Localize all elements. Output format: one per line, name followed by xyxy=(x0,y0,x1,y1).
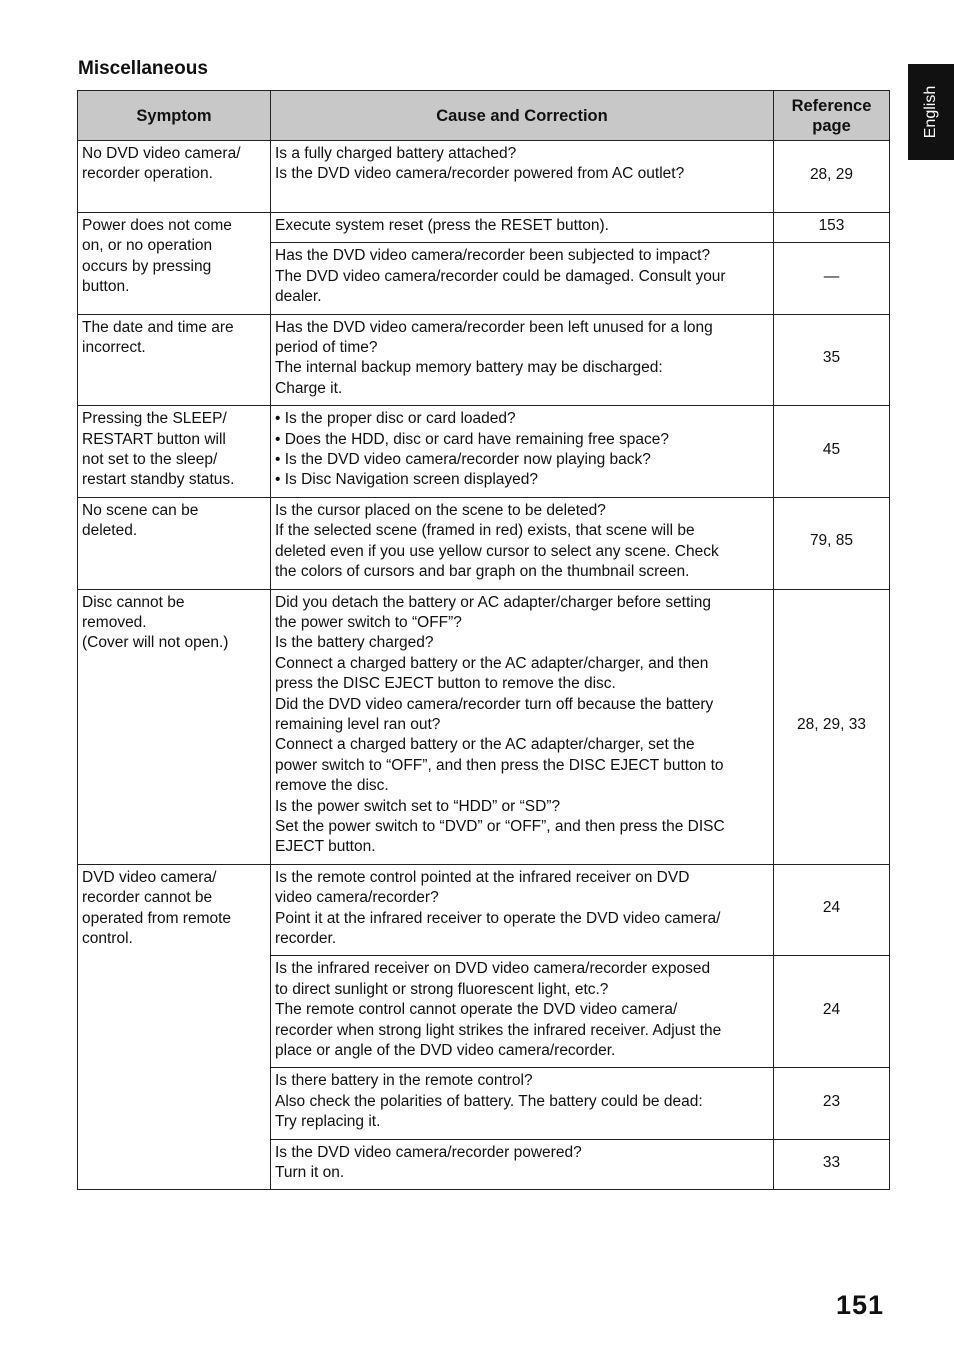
cause-line: recorder. xyxy=(275,930,337,947)
reference-cell: 24 xyxy=(774,956,890,1068)
cause-line: Turn it on. xyxy=(275,1164,345,1182)
symptom-line: incorrect. xyxy=(82,339,146,357)
cause-line: Is the cursor placed on the scene to be deleted? xyxy=(275,501,606,519)
symptom-cell xyxy=(78,589,271,864)
header-reference: Reference page xyxy=(774,91,890,141)
symptom-line: button. xyxy=(82,278,130,296)
cause-cell xyxy=(271,1068,774,1139)
cause-line: Has the DVD video camera/recorder been subjected to impact? xyxy=(275,247,711,265)
symptom-line: removed. xyxy=(82,613,147,631)
cause-line: deleted even if you use yellow cursor to select any scene. Check xyxy=(275,542,719,560)
symptom-line: The date and time are xyxy=(82,318,234,336)
cause-line: place or angle of the DVD video camera/recorder. xyxy=(275,1042,616,1060)
symptom-line: recorder operation. xyxy=(82,165,213,183)
cause-line: The DVD video camera/recorder could be damaged. Consult your xyxy=(275,267,726,285)
cause-line: the colors of cursors and bar graph on the thumbnail screen. xyxy=(275,563,690,581)
page-number: 151 xyxy=(836,1290,885,1320)
cause-line: Did the DVD video camera/recorder turn off because the battery xyxy=(275,695,714,713)
symptom-line: control. xyxy=(82,930,133,947)
cause-line: Connect a charged battery or the AC adapter/charger, and then xyxy=(275,654,709,672)
cause-line: Is the DVD video camera/recorder powered? xyxy=(275,1143,582,1161)
cause-line: Is there battery in the remote control? xyxy=(275,1072,533,1090)
table-row xyxy=(78,314,890,406)
cause-line: Charge it. xyxy=(275,379,343,397)
reference-cell: 45 xyxy=(774,406,890,498)
symptom-line: Disc cannot be xyxy=(82,593,185,611)
cause-line: Is the remote control pointed at the infrared receiver on DVD xyxy=(275,868,690,886)
reference-cell: 153 xyxy=(774,213,890,243)
reference-cell: 28, 29, 33 xyxy=(774,589,890,864)
cause-line: Is the power switch set to “HDD” or “SD”? xyxy=(275,797,561,815)
cause-line: remove the disc. xyxy=(275,777,389,795)
cause-line: If the selected scene (framed in red) exists, that scene will be xyxy=(275,522,695,540)
cause-line: Try replacing it. xyxy=(275,1113,381,1131)
cause-line: period of time? xyxy=(275,339,378,357)
symptom-line: occurs by pressing xyxy=(82,257,212,275)
cause-line: Set the power switch to “DVD” or “OFF”, and then press the DISC xyxy=(275,817,725,835)
cause-line: Is a fully charged battery attached? xyxy=(275,145,517,162)
symptom-line: not set to the sleep/ xyxy=(82,451,218,469)
language-tab xyxy=(908,64,954,160)
cause-cell xyxy=(271,956,774,1068)
reference-cell: 23 xyxy=(774,1068,890,1139)
cause-line: EJECT button. xyxy=(275,838,376,856)
cause-cell xyxy=(271,243,774,314)
troubleshooting-table xyxy=(77,90,890,1190)
cause-line: Point it at the infrared receiver to operate the DVD video camera/ xyxy=(275,909,721,927)
cause-cell xyxy=(271,141,774,213)
symptom-line: on, or no operation xyxy=(82,237,213,255)
symptom-line: No scene can be xyxy=(82,501,199,519)
symptom-line: deleted. xyxy=(82,522,138,540)
symptom-line: Pressing the SLEEP/ xyxy=(82,410,227,428)
symptom-line: RESTART button will xyxy=(82,430,226,448)
reference-cell: 35 xyxy=(774,314,890,406)
symptom-cell xyxy=(78,314,271,406)
cause-cell xyxy=(271,1139,774,1190)
reference-cell: 28, 29 xyxy=(774,141,890,213)
section-title: Miscellaneous xyxy=(78,58,208,79)
symptom-line: Power does not come xyxy=(82,217,232,234)
symptom-line: DVD video camera/ xyxy=(82,868,217,886)
reference-cell: — xyxy=(774,243,890,314)
table-row xyxy=(78,213,890,243)
symptom-line: recorder cannot be xyxy=(82,889,213,907)
cause-line: remaining level ran out? xyxy=(275,715,441,733)
symptom-cell xyxy=(78,141,271,213)
table-row xyxy=(78,406,890,498)
symptom-cell xyxy=(78,213,271,315)
cause-line: Also check the polarities of battery. The battery could be dead: xyxy=(275,1092,703,1110)
cause-cell xyxy=(271,589,774,864)
symptom-line: No DVD video camera/ xyxy=(82,145,241,162)
table-row xyxy=(78,864,890,956)
bullet-item: • Is Disc Navigation screen displayed? xyxy=(275,471,539,489)
language-tab-label: English xyxy=(922,85,940,139)
symptom-line: operated from remote xyxy=(82,909,232,927)
cause-line: Execute system reset (press the RESET button). xyxy=(275,217,609,234)
cause-line: Connect a charged battery or the AC adapter/charger, set the xyxy=(275,736,695,754)
cause-line: the power switch to “OFF”? xyxy=(275,613,462,631)
table-row xyxy=(78,497,890,589)
cause-line: recorder when strong light strikes the infrared receiver. Adjust the xyxy=(275,1021,722,1039)
cause-cell xyxy=(271,314,774,406)
cause-line: Is the infrared receiver on DVD video camera/recorder exposed xyxy=(275,960,711,978)
cause-line: Did you detach the battery or AC adapter/charger before setting xyxy=(275,593,711,611)
table-row xyxy=(78,589,890,864)
symptom-cell xyxy=(78,497,271,589)
cause-line: The internal backup memory battery may be discharged: xyxy=(275,359,663,377)
table-row xyxy=(78,141,890,213)
reference-cell: 33 xyxy=(774,1139,890,1190)
bullet-item: • Does the HDD, disc or card have remaining free space? xyxy=(275,430,669,448)
cause-line: video camera/recorder? xyxy=(275,889,439,907)
cause-line: press the DISC EJECT button to remove the disc. xyxy=(275,675,616,693)
symptom-cell xyxy=(78,864,271,1190)
table-header-row xyxy=(78,91,890,141)
bullet-item: • Is the DVD video camera/recorder now playing back? xyxy=(275,451,651,469)
cause-cell xyxy=(271,864,774,956)
symptom-line: restart standby status. xyxy=(82,471,235,489)
cause-line: The remote control cannot operate the DVD video camera/ xyxy=(275,1001,678,1019)
cause-line: Is the battery charged? xyxy=(275,634,434,652)
cause-line: power switch to “OFF”, and then press the DISC EJECT button to xyxy=(275,756,724,774)
reference-cell: 79, 85 xyxy=(774,497,890,589)
reference-cell: 24 xyxy=(774,864,890,956)
cause-line: Is the DVD video camera/recorder powered from AC outlet? xyxy=(275,165,685,183)
cause-cell xyxy=(271,213,774,243)
header-cause: Cause and Correction xyxy=(271,91,774,141)
header-symptom: Symptom xyxy=(78,91,271,141)
cause-cell xyxy=(271,406,774,498)
symptom-line: (Cover will not open.) xyxy=(82,634,229,652)
cause-line: to direct sunlight or strong fluorescent light, etc.? xyxy=(275,980,609,998)
cause-cell xyxy=(271,497,774,589)
symptom-cell xyxy=(78,406,271,498)
cause-line: Has the DVD video camera/recorder been left unused for a long xyxy=(275,318,713,336)
cause-line: dealer. xyxy=(275,288,322,306)
bullet-item: • Is the proper disc or card loaded? xyxy=(275,410,516,428)
